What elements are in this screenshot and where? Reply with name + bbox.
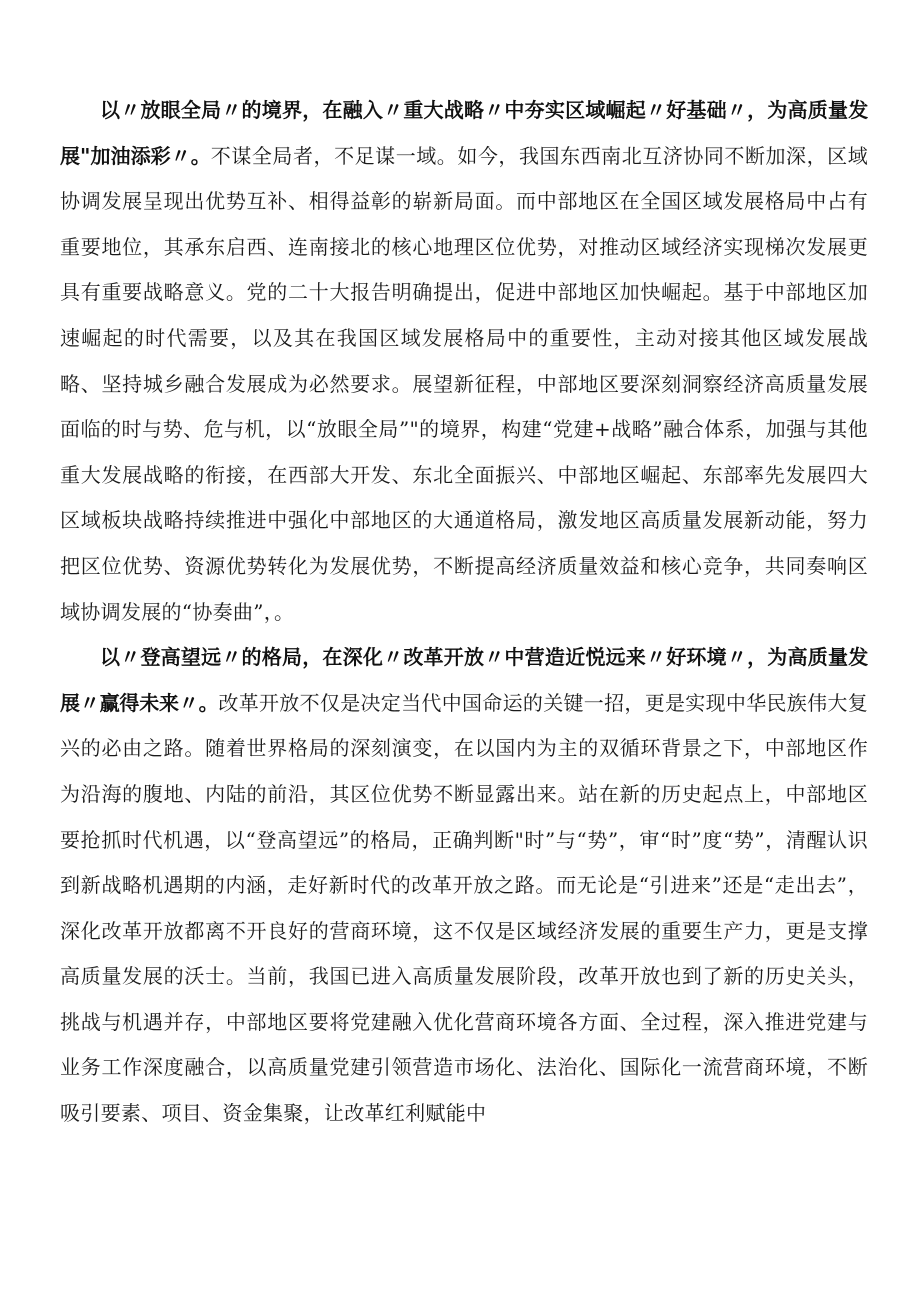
document-body bbox=[60, 88, 868, 1137]
paragraph-1 bbox=[60, 88, 868, 635]
paragraph-2 bbox=[60, 635, 868, 1137]
paragraph-1-text: 不谋全局者，不足谋一域。如今，我国东西南北互济协同不断加深，区域协调发展呈现出优势互补、相得益彰的崭新局面。而中部地区在全国区域发展格局中占有重要地位，其承东启西、连南接北的核心地理区位优势，对推动区域经济实现梯次发展更具有重要战略意义。党的二十大报告明确提出，促进中部地区加快崛起。基于中部地区加速崛起的时代需要，以及其在我国区域发展格局中的重要性，主动对接其他区域发展战略、坚持城乡融合发展成为必然要求。展望新征程，中部地区要深刻洞察经济高质量发展面临的时与势、危与机，以“放眼全局”"的境界，构建“党建+战略”融合体系，加强与其他重大发展战略的衔接，在西部大开发、东北全面振兴、中部地区崛起、东部率先发展四大区域板块战略持续推进中强化中部地区的大通道格局，激发地区高质量发展新动能，努力把区位优势、资源优势转化为发展优势，不断提高经济质量效益和核心竞争，共同奏响区域协调发展的“协奏曲”，。 bbox=[60, 143, 868, 624]
paragraph-2-heading: 以〃登高望远〃的格局，在深化〃改革开放〃中营造近悦远来〃好环境〃，为高质量发展〃赢得未来〃。 bbox=[60, 645, 868, 715]
paragraph-1-heading: 以〃放眼全局〃的境界，在融入〃重大战略〃中夯实区域崛起〃好基础〃，为高质量发展"加油添彩〃。 bbox=[60, 98, 868, 168]
paragraph-2-text: 改革开放不仅是决定当代中国命运的关键一招，更是实现中华民族伟大复兴的必由之路。随着世界格局的深刻演变，在以国内为主的双循环背景之下，中部地区作为沿海的腹地、内陆的前沿，其区位优势不断显露出来。站在新的历史起点上，中部地区要抢抓时代机遇，以“登高望远”的格局，正确判断"时”与“势”，审“时”度“势”，清醒认识到新战略机遇期的内涵，走好新时代的改革开放之路。而无论是“引进来”还是“走出去”，深化改革开放都离不开良好的营商环境，这不仅是区域经济发展的重要生产力，更是支撑高质量发展的沃士。当前，我国已进入高质量发展阶段，改革开放也到了新的历史关头，挑战与机遇并存，中部地区要将党建融入优化营商环境各方面、全过程，深入推进党建与业务工作深度融合，以高质量党建引领营造市场化、法治化、国际化一流营商环境，不断吸引要素、项目、资金集聚，让改革红利赋能中 bbox=[60, 690, 869, 1126]
